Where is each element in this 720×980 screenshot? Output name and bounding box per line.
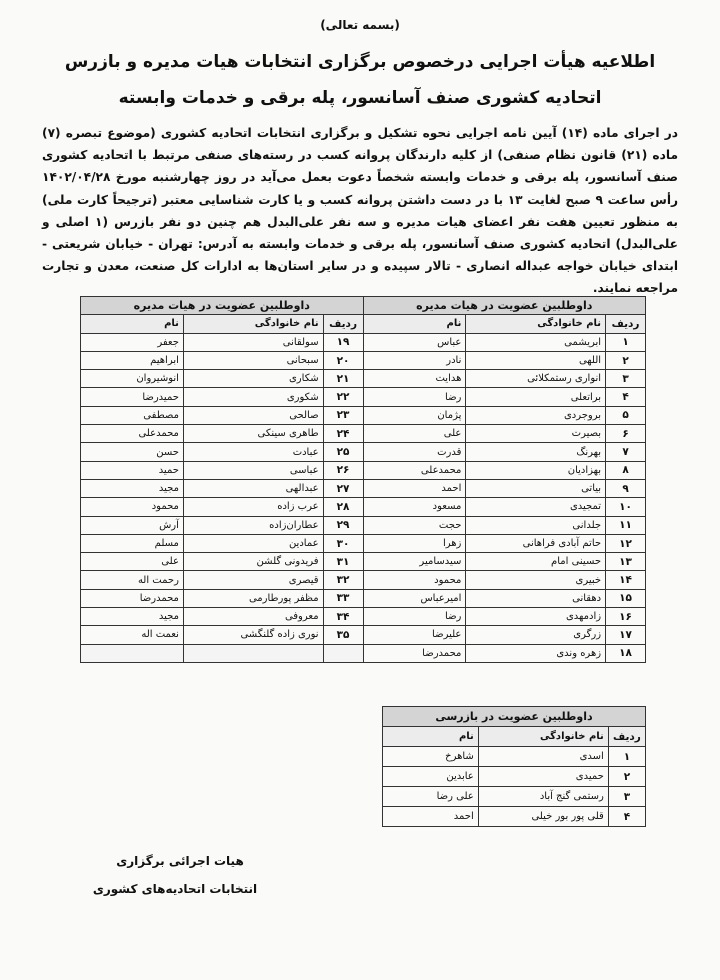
row-number: ۱ [608,747,645,767]
table-row [81,571,646,589]
family-name: شکوری [183,388,323,406]
table-row [81,534,646,552]
family-name: عطاران‌زاده [183,516,323,534]
first-name: محمود [81,498,184,516]
family-name: بیاتی [466,479,606,497]
first-name: محمدرضا [81,589,184,607]
first-name: رضا [363,388,466,406]
first-name: محمود [363,571,466,589]
family-name: حمیدی [478,767,608,787]
first-name: مصطفی [81,406,184,424]
family-name: عبدالهی [183,479,323,497]
board-table-title-right: داوطلبین عضویت در هیات مدیره [363,297,645,315]
row-number: ۳۴ [323,608,363,626]
table-row [383,787,646,807]
family-name: خبیری [466,571,606,589]
col-header-num: ردیف [608,727,645,747]
family-name: عمادین [183,534,323,552]
family-name: اسدی [478,747,608,767]
table-row [81,425,646,443]
first-name: قدرت [363,443,466,461]
first-name: محمدعلی [363,461,466,479]
empty-cell [183,644,323,662]
announcement-body: در اجرای ماده (۱۴) آیین نامه اجرایی نحوه تشکیل و برگزاری انتخابات اتحادیه کشوری (موضوع تبصره (۷) ماده (۲۱) قانون نظام صنفی) از کلیه دارندگان پروانه کسب در رسته‌های صنفی مرتبط با اتحادیه کشوری صنف آسانسور، پله برقی و خدمات وابسته شخصاً دعوت بعمل می‌آید در روز چهارشنبه مورخ ۱۴۰۲/۰۴/۲۸ رأس ساعت ۹ صبح لغایت ۱۳ با در دست داشتن پروانه کسب و یا کارت شناسایی معتبر (ترجیحاً کارت ملی) به منظور تعیین هفت نفر اعضای هیات مدیره و سه نفر علی‌البدل هم چنین دو نفر بازرس (۱ اصلی و علی‌البدل) اتحادیه کشوری صنف آسانسور، پله برقی و خدمات وابسته به آدرس: تهران - خیابان شریعتی - ابتدای خیابان خواجه عبداله انصاری - تالار سپیده و در سایر استان‌ها به ادارات کل صنعت، معدن و تجارت مراجعه نمایند. [42,126,679,296]
family-name: جلدانی [466,516,606,534]
family-name: بهرنگ [466,443,606,461]
empty-cell [323,644,363,662]
row-number: ۲ [608,767,645,787]
col-header-family: نام خانوادگی [478,727,608,747]
first-name: آرش [81,516,184,534]
family-name: قیصری [183,571,323,589]
table-row [81,461,646,479]
family-name: زادمهدی [466,608,606,626]
first-name: رحمت اله [81,571,184,589]
row-number: ۳۲ [323,571,363,589]
first-name: عباس [363,333,466,351]
first-name: علی [363,425,466,443]
family-name: مظفر پورطارمی [183,589,323,607]
family-name: دهقانی [466,589,606,607]
family-name: حاتم آبادی فراهانی [466,534,606,552]
first-name: مسلم [81,534,184,552]
row-number: ۱۸ [606,644,646,662]
family-name: شکاری [183,370,323,388]
first-name: جعفر [81,333,184,351]
family-name: بروجردی [466,406,606,424]
first-name: پژمان [363,406,466,424]
row-number: ۱ [606,333,646,351]
col-header-num: ردیف [606,315,646,333]
row-number: ۹ [606,479,646,497]
table-row [81,589,646,607]
row-number: ۱۶ [606,608,646,626]
family-name: عبادت [183,443,323,461]
family-name: معروفی [183,608,323,626]
first-name: علیرضا [363,626,466,644]
first-name: مجید [81,479,184,497]
family-name: قلی پور بور خیلی [478,807,608,827]
family-name: رستمی گنج آباد [478,787,608,807]
table-row [81,370,646,388]
first-name: حجت [363,516,466,534]
first-name: مسعود [363,498,466,516]
row-number: ۴ [606,388,646,406]
first-name: نعمت اله [81,626,184,644]
col-header-family: نام خانوادگی [466,315,606,333]
row-number: ۲۱ [323,370,363,388]
table-row [383,767,646,787]
family-name: انواری رستمکلائی [466,370,606,388]
row-number: ۱۰ [606,498,646,516]
first-name: احمد [383,807,479,827]
family-name: عرب زاده [183,498,323,516]
family-name: ابریشمی [466,333,606,351]
row-number: ۵ [606,406,646,424]
row-number: ۱۱ [606,516,646,534]
family-name: صالحی [183,406,323,424]
family-name: سولقانی [183,333,323,351]
row-number: ۶ [606,425,646,443]
row-number: ۱۳ [606,553,646,571]
family-name: حسینی امام [466,553,606,571]
family-name: زرگری [466,626,606,644]
first-name: نادر [363,351,466,369]
table-row [81,516,646,534]
family-name: اللهی [466,351,606,369]
row-number: ۱۲ [606,534,646,552]
family-name: طاهری سینکی [183,425,323,443]
board-table-title-left: داوطلبین عضویت در هیات مدیره [81,297,364,315]
table-row [81,644,646,662]
table-row [81,406,646,424]
first-name: امیرعباس [363,589,466,607]
col-header-family: نام خانوادگی [183,315,323,333]
first-name: عابدین [383,767,479,787]
row-number: ۳۳ [323,589,363,607]
first-name: علی رضا [383,787,479,807]
signature-line-1: هیات اجرائی برگزاری [116,854,244,868]
first-name: حمیدرضا [81,388,184,406]
table-row [81,351,646,369]
row-number: ۱۹ [323,333,363,351]
announcement-subtitle: اتحادیه کشوری صنف آسانسور، پله برقی و خدمات وابسته [118,88,602,108]
table-row [81,333,646,351]
row-number: ۲۳ [323,406,363,424]
first-name: انوشیروان [81,370,184,388]
table-row [383,807,646,827]
basmala: (بسمه تعالی) [320,18,400,32]
row-number: ۲۴ [323,425,363,443]
row-number: ۲۲ [323,388,363,406]
first-name: محمدرضا [363,644,466,662]
row-number: ۸ [606,461,646,479]
family-name: براتعلی [466,388,606,406]
family-name: فریدونی گلشن [183,553,323,571]
first-name: مجید [81,608,184,626]
col-header-num: ردیف [323,315,363,333]
family-name: بصیرت [466,425,606,443]
row-number: ۲۸ [323,498,363,516]
family-name: عباسی [183,461,323,479]
row-number: ۳۰ [323,534,363,552]
table-row [383,747,646,767]
first-name: رضا [363,608,466,626]
table-row [81,626,646,644]
first-name: شاهرخ [383,747,479,767]
row-number: ۲ [606,351,646,369]
table-row [81,608,646,626]
row-number: ۲۷ [323,479,363,497]
family-name: بهزادیان [466,461,606,479]
col-header-name: نام [363,315,466,333]
family-name: زهره وندی [466,644,606,662]
row-number: ۲۹ [323,516,363,534]
row-number: ۷ [606,443,646,461]
table-row [81,388,646,406]
row-number: ۳ [608,787,645,807]
first-name: محمدعلی [81,425,184,443]
row-number: ۲۵ [323,443,363,461]
row-number: ۳ [606,370,646,388]
first-name: علی [81,553,184,571]
first-name: زهرا [363,534,466,552]
table-row [81,553,646,571]
row-number: ۳۵ [323,626,363,644]
first-name: سیدسامیر [363,553,466,571]
row-number: ۱۴ [606,571,646,589]
first-name: ابراهیم [81,351,184,369]
row-number: ۲۶ [323,461,363,479]
inspector-candidates-table [382,706,646,827]
table-row [81,443,646,461]
announcement-title: اطلاعیه هیأت اجرایی درخصوص برگزاری انتخابات هیات مدیره و بازرس [64,52,656,72]
row-number: ۴ [608,807,645,827]
board-candidates-table [80,296,646,663]
family-name: سبحانی [183,351,323,369]
col-header-name: نام [81,315,184,333]
table-row [81,498,646,516]
family-name: تمجیدی [466,498,606,516]
empty-cell [81,644,184,662]
row-number: ۱۷ [606,626,646,644]
row-number: ۱۵ [606,589,646,607]
first-name: هدایت [363,370,466,388]
col-header-name: نام [383,727,479,747]
family-name: نوری زاده گلنگشی [183,626,323,644]
first-name: حسن [81,443,184,461]
row-number: ۲۰ [323,351,363,369]
first-name: احمد [363,479,466,497]
table-row [81,479,646,497]
first-name: حمید [81,461,184,479]
inspector-table-title: داوطلبین عضویت در بازرسی [383,707,646,727]
signature-line-2: انتخابات اتحادیه‌های کشوری [92,882,258,896]
row-number: ۳۱ [323,553,363,571]
